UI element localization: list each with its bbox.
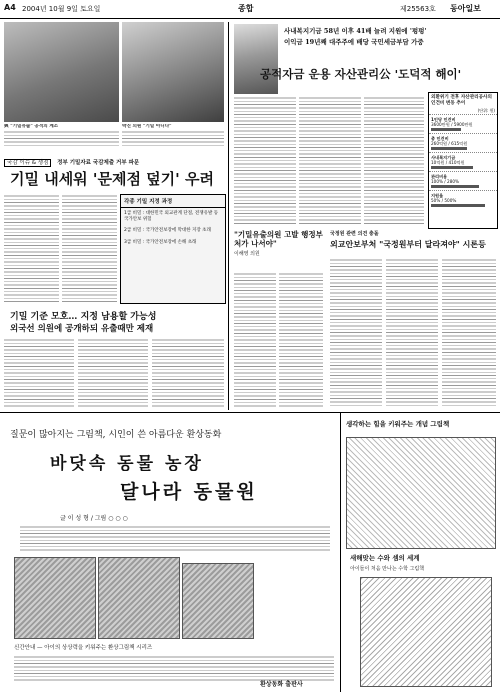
chart-row-value: 3600만원 / 5900만원	[431, 122, 473, 127]
ad-right-sub: 아이들이 처음 만나는 수학 그림책	[350, 566, 424, 572]
ad-right-cover-2	[360, 577, 492, 687]
right-headline: 공적자금 운용 자산관리公 '도덕적 해이'	[260, 67, 462, 81]
right-body-col1	[234, 96, 296, 224]
photo-caption-head-left: 與 "기밀유출" 공격의 계소	[4, 124, 59, 129]
ad-title-1: 바닷속 동물 농장	[50, 454, 204, 471]
ad-fine-print	[14, 655, 334, 681]
infobox-row: 3급 비밀 : 국가안전보장에 손해 초래	[124, 239, 197, 245]
ad-right-head: 생각하는 힘을 키워주는 개념 그림책	[346, 420, 450, 428]
photo-caption-right	[122, 124, 224, 154]
infobox-row: 2급 비밀 : 국가안전보장에 막대한 지장 초래	[124, 228, 211, 233]
chart-row-label: 관리비용	[431, 174, 448, 179]
chart-row-label: 사내복지기금	[431, 155, 456, 160]
paper-logo: 동아일보	[450, 4, 481, 13]
chart-row-bar	[431, 185, 479, 188]
infobox-title: 각종 기밀 지정 과정	[121, 195, 225, 208]
left-body-col4	[78, 338, 148, 408]
chart-row-label: 1인당 인건비	[431, 117, 456, 122]
mid-body-col2	[279, 272, 323, 408]
ad-book-cover-2	[98, 557, 180, 639]
chart-row-value: 260억원 / 615억원	[431, 141, 468, 146]
section-name: 종합	[238, 4, 254, 13]
chart-row	[429, 114, 497, 133]
photo-lawmaker	[122, 22, 224, 122]
mid-body-col5	[442, 258, 496, 408]
chart-row	[429, 133, 497, 152]
ad-author: 글 이 성 형 / 그림 ○ ○ ○	[60, 515, 128, 522]
chart-row-label: 총 인건비	[431, 136, 449, 141]
mid-head2-title: 외교안보부처 "국정원부터 달라져야" 시론등	[330, 239, 486, 249]
issue-date: 2004년 10월 9일 토요일	[22, 5, 101, 13]
page-header	[0, 0, 500, 19]
ad-divider	[340, 413, 341, 692]
mid-head2-block	[330, 230, 496, 256]
chart-row-bar	[431, 147, 467, 150]
chart-row-label: 지원율	[431, 193, 444, 198]
left-subhead-1: 기밀 기준 모호… 지정 남용할 가능성	[10, 312, 157, 321]
left-body-col2	[62, 194, 117, 302]
mid-body-col3	[330, 258, 382, 408]
ad-publisher: 환상동화 출판사	[260, 681, 303, 688]
mid-head1-author: 이해영 의원	[234, 251, 260, 257]
chart-row-value: 100% / 280%	[431, 179, 460, 184]
ad-book-cover-3	[182, 563, 254, 639]
right-top-line2: 이익금 19년째 대주주에 배당 국민세금부담 가중	[284, 38, 424, 46]
ad-desc: 신간안내 — 아이의 상상력을 키워주는 환상그림책 시리즈	[14, 645, 153, 651]
column-rule	[228, 22, 229, 410]
page-number: A4	[4, 3, 16, 12]
chart-row-bar	[431, 128, 461, 131]
right-top-line1: 사내복지기금 58년 이후 41배 늘려 지원에 '펑펑'	[284, 27, 427, 35]
left-body-col5	[152, 338, 224, 408]
book-advertisement	[0, 412, 500, 692]
chart-row	[429, 190, 497, 209]
right-body-col3	[364, 96, 424, 224]
ad-book-cover-1	[14, 557, 96, 639]
left-headline: 기밀 내세워 '문제점 덮기' 우려	[10, 170, 214, 188]
issue-number: 제25563호	[400, 5, 436, 13]
cost-chart-box	[428, 92, 498, 229]
right-body-col2	[299, 96, 361, 224]
left-subhead-2: 외국선 의원에 공개하되 유출때만 제재	[10, 324, 154, 334]
classification-infobox	[120, 194, 226, 304]
ad-desc-lines	[20, 525, 330, 551]
photo-caption-head-right: 박진 의원 "기밀 아니다"	[122, 124, 172, 129]
chart-row-bar	[431, 166, 473, 169]
mid-head1-title: "기밀유출의원 고발 행정부처가 나서야"	[234, 230, 323, 248]
photo-caption-left	[4, 124, 119, 154]
chart-row-value: 10억원 / 410억원	[431, 160, 465, 165]
ad-right-cover-1	[346, 437, 496, 549]
chart-row-value: 50% / 500%	[431, 198, 457, 203]
kicker-label: 국감 이슈 & 쟁점	[4, 159, 51, 167]
mid-head1	[234, 230, 324, 270]
left-body-col3	[4, 338, 74, 408]
ad-right-head-2: 새해맞는 수와 셈의 세계	[350, 554, 420, 562]
left-body-col1	[4, 194, 59, 302]
chart-row	[429, 152, 497, 171]
chart-title: 외환위기 전후 자산관리공사의 인건비 변동 추이	[431, 95, 492, 106]
kicker-row	[4, 158, 224, 168]
kicker-sub: 정부 기밀자료 국감제출 거부 파문	[57, 160, 140, 166]
ad-tagline: 질문이 많아지는 그림책, 시인이 쓴 아름다운 환상동화	[10, 430, 222, 440]
chart-row-bar	[431, 204, 485, 207]
chart-row	[429, 171, 497, 190]
mid-body-col1	[234, 272, 276, 408]
mid-body-col4	[386, 258, 438, 408]
chart-unit: (단위: 원)	[477, 108, 495, 113]
infobox-row: 1급 비밀 : 대한민국 외교관계 단절, 전쟁유발 등 국가안보 위험	[124, 211, 219, 222]
ad-title-2: 달나라 동물원	[120, 481, 258, 501]
mid-head2-kicker: 국정원 관련 의견 충돌	[330, 231, 379, 237]
photo-ministry-briefing	[4, 22, 119, 122]
